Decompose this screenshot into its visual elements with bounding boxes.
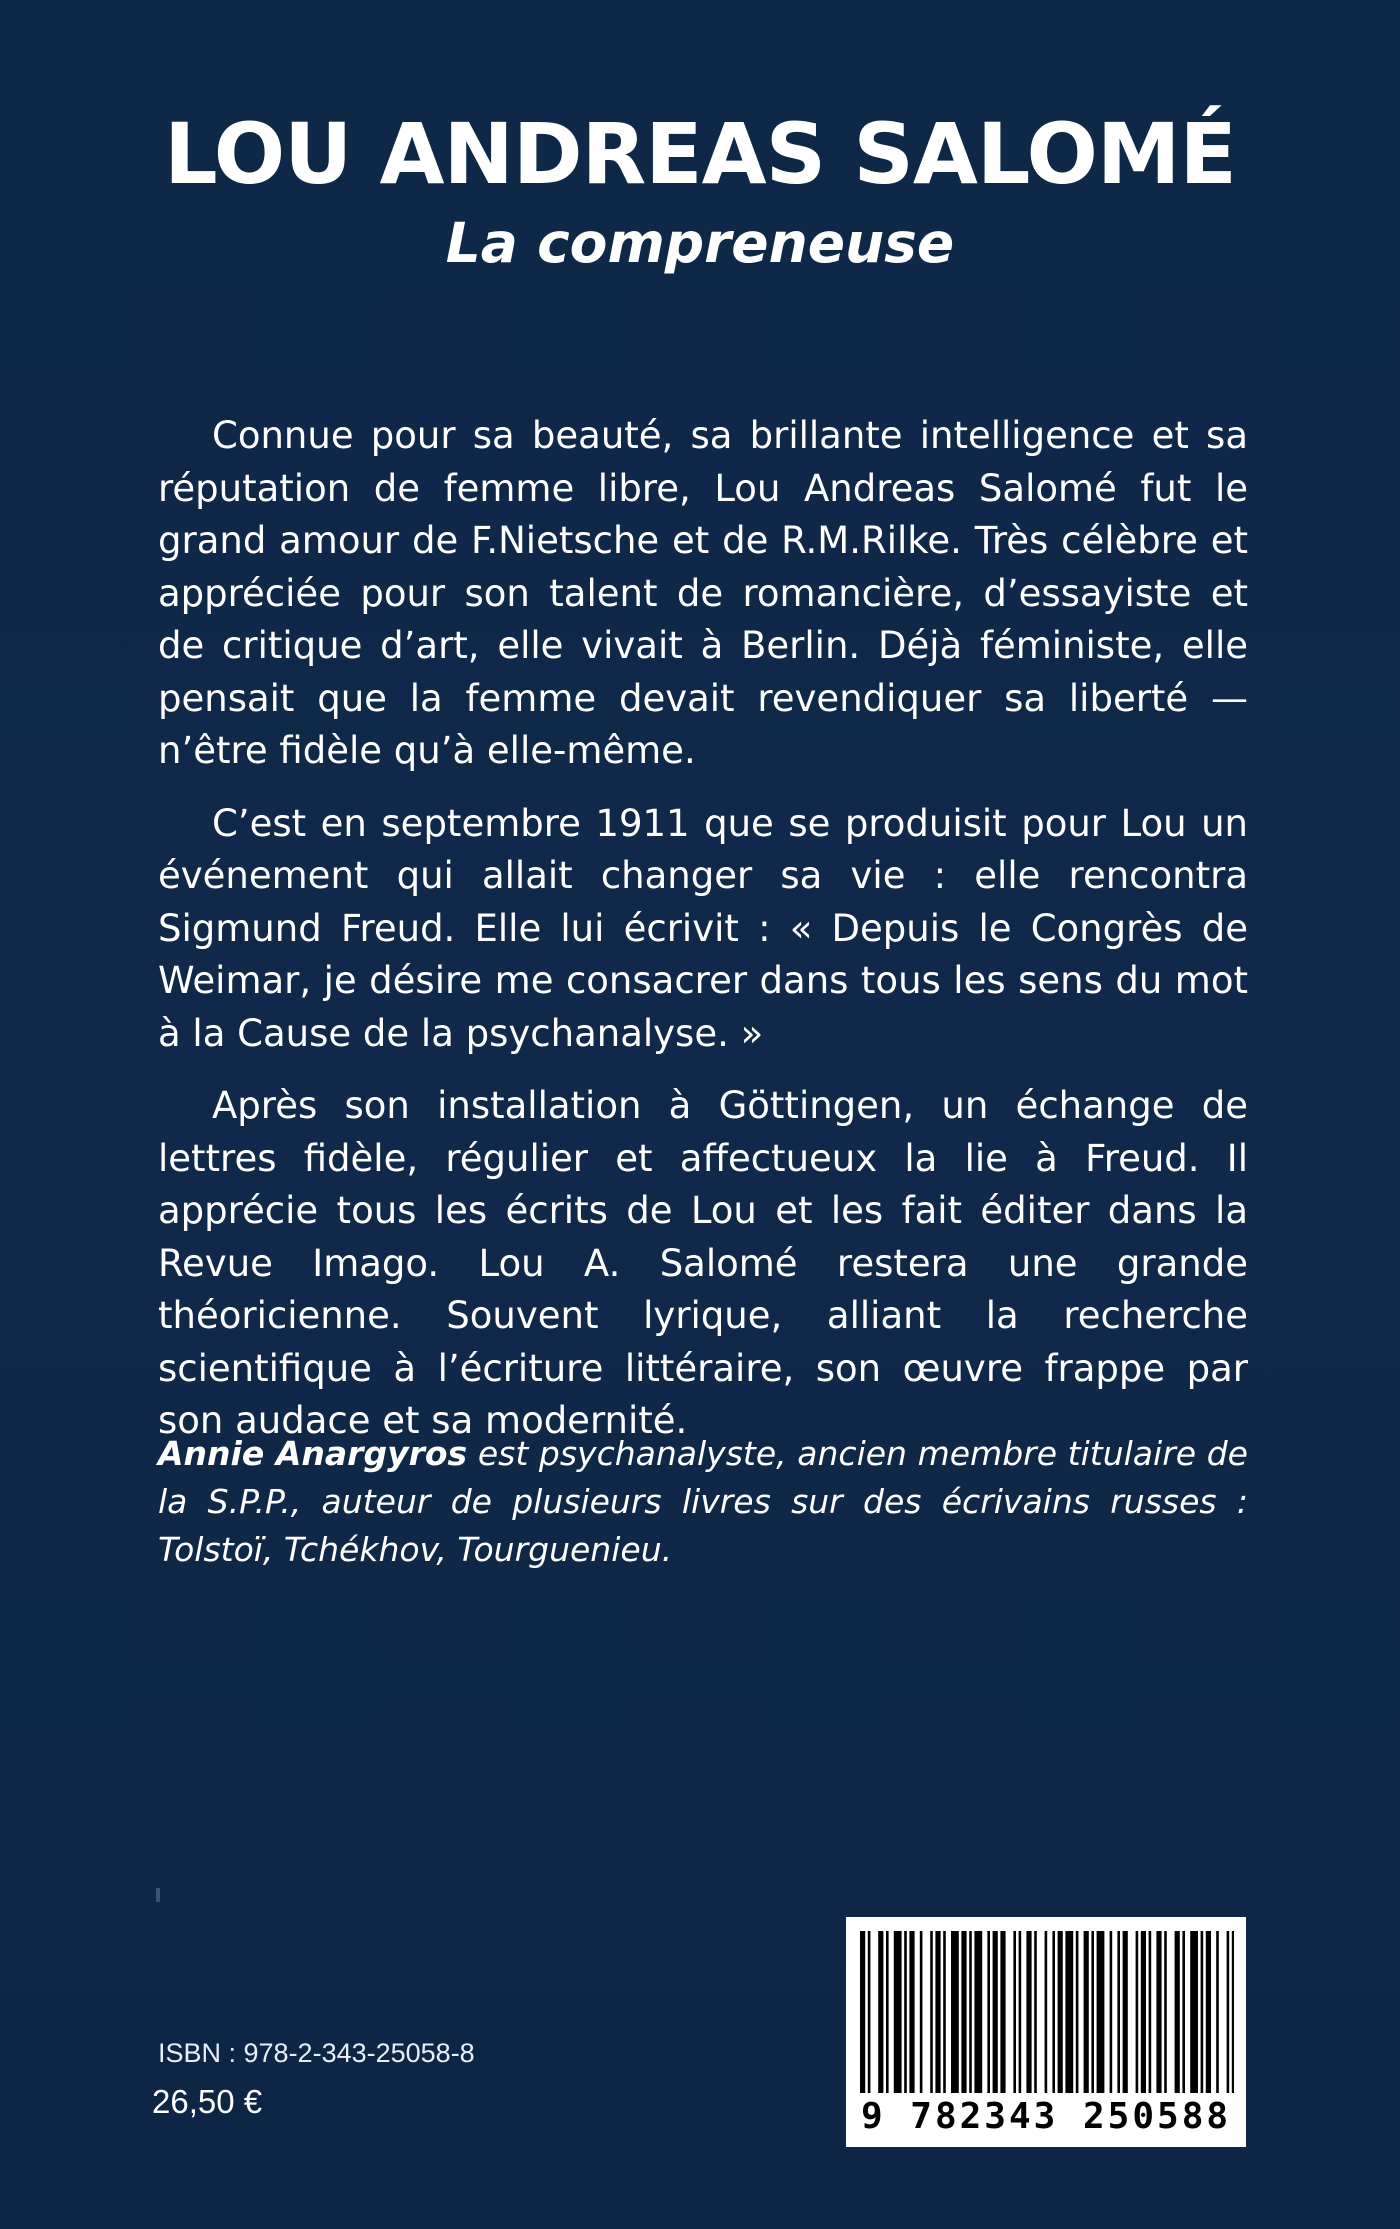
barcode-bar [951,1931,959,2093]
barcode-bar [904,1931,907,2093]
barcode [846,1917,1246,2147]
barcode-bar [974,1931,982,2093]
barcode-bar [1201,1931,1204,2093]
barcode-bar [1149,1931,1152,2093]
barcode-bar [1156,1931,1161,2093]
barcode-bar [930,1931,933,2093]
barcode-bar [969,1931,972,2093]
author-name: Annie Anargyros [158,1434,468,1473]
barcode-bar [1206,1931,1211,2093]
blurb-paragraph-3: Après son installation à Göttingen, un échange de lettres fidèle, régulier et affectueux la lie à Freud. Il apprécie tous les écrits de Lou et les fait éditer dans la Revue Imago. Lou A. Salomé restera une grande théoricienne. Souvent lyrique, alliant la recherche scientifique à l’écriture littéraire, son œuvre frappe par son audace et sa modernité. [158,1084,1248,1442]
barcode-bar [1026,1931,1031,2093]
barcode-bar [894,1931,902,2093]
barcode-bar [1045,1931,1048,2093]
barcode-bar [943,1931,946,2093]
print-mark [156,1888,160,1902]
barcode-bar [1034,1931,1037,2093]
author-bio-text: est psychanalyste, ancien membre titulaire de la S.P.P., auteur de plusieurs livres sur des écrivains russes : Tolstoï, Tchékhov, Tourguenieu. [158,1434,1248,1569]
price-label: 26,50 € [152,2083,263,2120]
barcode-bar [1000,1931,1005,2093]
barcode-bar [1110,1931,1113,2093]
barcode-bar [1141,1931,1146,2093]
barcode-bar [1117,1931,1120,2093]
barcode-bar [1182,1931,1185,2093]
author-bio [158,1430,1248,1574]
barcode-bar [1058,1931,1063,2093]
barcode-bar [1136,1931,1139,2093]
barcode-bar [860,1931,865,2093]
barcode-bar [1065,1931,1073,2093]
book-subtitle: La compreneuse [445,211,955,275]
barcode-bar [993,1931,998,2093]
barcode-bar [920,1931,923,2093]
book-title: LOU ANDREAS SALOMÉ [164,105,1236,203]
barcode-bar [961,1931,966,2093]
barcode-bar [878,1931,883,2093]
barcode-bar [1052,1931,1055,2093]
barcode-bar [1227,1931,1230,2093]
isbn-label: ISBN : 978-2-343-25058-8 [158,2038,475,2068]
barcode-bar [1097,1931,1105,2093]
barcode-bar [1013,1931,1016,2093]
barcode-bar [935,1931,940,2093]
blurb-paragraph-1: Connue pour sa beauté, sa brillante intelligence et sa réputation de femme libre, Lou Andreas Salomé fut le grand amour de F.Nietsche et de R.M.Rilke. Très célèbre et appréciée pour son talent de romancière, d’essayiste et de critique d’art, elle vivait à Berlin. Déjà féministe, elle pensait que la femme devait revendiquer sa liberté — n’être fidèle qu’à elle-même. [158,414,1248,772]
barcode-bar [1091,1931,1094,2093]
barcode-bar [909,1931,914,2093]
barcode-bar [1190,1931,1198,2093]
barcode-bar [1019,1931,1022,2093]
blurb-text [158,410,1248,1468]
barcode-bar [1123,1931,1128,2093]
blurb-paragraph-2: C’est en septembre 1911 que se produisit pour Lou un événement qui allait changer sa vie : elle rencontra Sigmund Freud. Elle lui écrivit : « Depuis le Congrès de Weimar, je désire me consacrer dans tous les sens du mot à la Cause de la psychanalyse. » [158,801,1248,1055]
barcode-bar [868,1931,871,2093]
barcode-bar [1084,1931,1089,2093]
barcode-bar [1232,1931,1234,2093]
barcode-bar [1175,1931,1180,2093]
barcode-bar [1216,1931,1219,2093]
barcode-bar [987,1931,990,2093]
barcode-bar [886,1931,889,2093]
barcode-digits: 9 782343 250588 [860,2096,1232,2137]
barcode-bar [1164,1931,1167,2093]
barcode-bar [1076,1931,1079,2093]
